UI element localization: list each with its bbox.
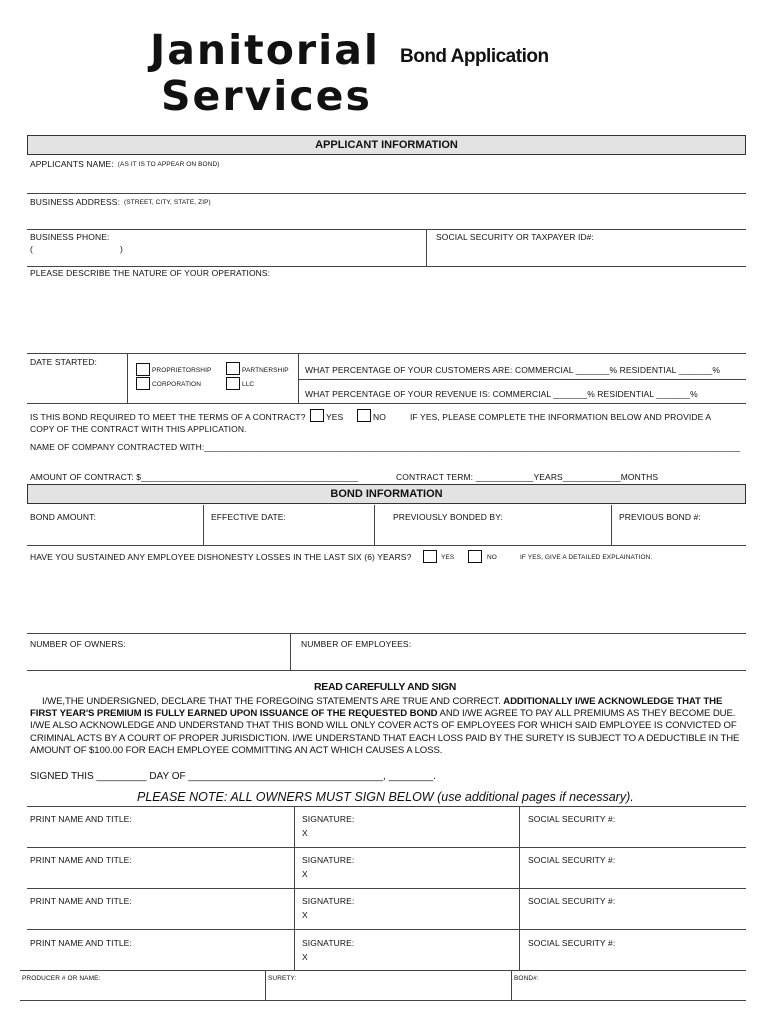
previously-bonded-field[interactable]: [375, 505, 611, 544]
number-of-owners-field[interactable]: [27, 634, 290, 669]
form-title-line2: Services: [161, 72, 372, 120]
signature-x-mark: X: [302, 869, 308, 879]
previous-bond-number-field[interactable]: [612, 505, 746, 544]
owner-ssn-label: SOCIAL SECURITY #:: [528, 938, 616, 948]
losses-if-yes-text: IF YES, GIVE A DETAILED EXPLAINATION.: [520, 554, 653, 561]
amount-of-contract-line[interactable]: AMOUNT OF CONTRACT: $_____________________________________________: [30, 472, 359, 482]
ssn-taxpayer-field[interactable]: [427, 230, 746, 266]
applicant-name-label: APPLICANTS NAME: (AS IT IS TO APPEAR ON BOND): [30, 159, 220, 169]
number-of-employees-label: NUMBER OF EMPLOYEES:: [301, 639, 412, 649]
contract-yes-checkbox[interactable]: [310, 409, 324, 422]
date-started-label: DATE STARTED:: [30, 357, 97, 367]
form-title-line1: Janitorial: [150, 26, 380, 74]
contract-question-line2: COPY OF THE CONTRACT WITH THIS APPLICATION.: [30, 424, 247, 434]
corporation-checkbox[interactable]: [136, 377, 150, 390]
signature-label: SIGNATURE:: [302, 855, 355, 865]
contract-no-label: NO: [373, 412, 386, 422]
nature-of-operations-field[interactable]: [27, 280, 746, 352]
ssn-taxpayer-label: SOCIAL SECURITY OR TAXPAYER ID#:: [436, 232, 594, 242]
llc-label: LLC: [242, 381, 255, 388]
bond-information-band: BOND INFORMATION: [27, 484, 746, 504]
contract-yes-label: YES: [326, 412, 344, 422]
owner-ssn-label: SOCIAL SECURITY #:: [528, 855, 616, 865]
declaration-paragraph: I/WE,THE UNDERSIGNED, DECLARE THAT THE FOREGOING STATEMENTS ARE TRUE AND CORRECT. ADDITIONALLY I/WE ACKNOWLEDGE THAT THE FIRST YEAR'S PREMIUM IS FULLY EARNED UPON ISSUANCE OF THE REQUESTED BOND AND I/WE AGREE TO PAY ALL PREMIUMS AS THEY BECOME DUE. I/WE ALSO ACKNOWLEDGE AND UNDERSTAND THAT THIS BOND WILL ONLY COVER ACTS OF EMPLOYEES FOR WHICH SAID EMPLOYEE IS CONVICTED OF CRIMINAL ACTS BY A COURT OF PROPER JURISDICTION. I/WE UNDERSTAND THAT EACH LOSS PAID BY THE SURETY IS SUBJECT TO A DEDUCTIBLE IN THE AMOUNT OF $100.00 FOR EACH EMPLOYEE COMMITTING AN ACT WHICH CAUSES A LOSS.: [30, 696, 740, 756]
read-carefully-heading: READ CAREFULLY AND SIGN: [313, 681, 457, 693]
proprietorship-checkbox[interactable]: [136, 363, 150, 376]
form-subtitle: Bond Application: [400, 46, 549, 67]
owner-signature-row[interactable]: [27, 848, 746, 888]
print-name-title-label: PRINT NAME AND TITLE:: [30, 855, 132, 865]
number-of-owners-label: NUMBER OF OWNERS:: [30, 639, 126, 649]
bond-number-field[interactable]: [512, 971, 746, 999]
partnership-checkbox[interactable]: [226, 362, 240, 375]
surety-label: SURETY:: [268, 975, 297, 982]
owner-signature-row[interactable]: [27, 889, 746, 929]
owner-ssn-label: SOCIAL SECURITY #:: [528, 814, 616, 824]
print-name-title-label: PRINT NAME AND TITLE:: [30, 814, 132, 824]
owner-ssn-label: SOCIAL SECURITY #:: [528, 896, 616, 906]
phone-open-paren: (: [30, 244, 33, 254]
producer-label: PRODUCER # OR NAME:: [22, 975, 101, 982]
surety-field[interactable]: [266, 971, 511, 999]
company-contracted-line[interactable]: NAME OF COMPANY CONTRACTED WITH:_______________________________________________________________________________________________________________: [30, 442, 741, 452]
signature-x-mark: X: [302, 910, 308, 920]
print-name-title-label: PRINT NAME AND TITLE:: [30, 938, 132, 948]
contract-term-line[interactable]: CONTRACT TERM: ____________YEARS____________MONTHS: [396, 472, 659, 482]
signature-label: SIGNATURE:: [302, 938, 355, 948]
signature-label: SIGNATURE:: [302, 896, 355, 906]
applicant-name-field[interactable]: [27, 170, 746, 192]
owners-sign-note: PLEASE NOTE: ALL OWNERS MUST SIGN BELOW (use additional pages if necessary).: [137, 790, 634, 804]
losses-question: HAVE YOU SUSTAINED ANY EMPLOYEE DISHONESTY LOSSES IN THE LAST SIX (6) YEARS?: [30, 552, 412, 562]
previously-bonded-label: PREVIOUSLY BONDED BY:: [393, 512, 503, 522]
partnership-label: PARTNERSHIP: [242, 367, 289, 374]
losses-yes-checkbox[interactable]: [423, 550, 437, 563]
effective-date-label: EFFECTIVE DATE:: [211, 512, 287, 522]
contract-if-yes-text: IF YES, PLEASE COMPLETE THE INFORMATION BELOW AND PROVIDE A: [410, 412, 712, 422]
signature-x-mark: X: [302, 952, 308, 962]
contract-question: IS THIS BOND REQUIRED TO MEET THE TERMS OF A CONTRACT?: [30, 412, 306, 422]
phone-close-paren: ): [120, 244, 123, 254]
losses-no-checkbox[interactable]: [468, 550, 482, 563]
previous-bond-number-label: PREVIOUS BOND #:: [619, 512, 701, 522]
losses-explanation-field[interactable]: [27, 566, 746, 632]
number-of-employees-field[interactable]: [291, 634, 746, 669]
llc-checkbox[interactable]: [226, 377, 240, 390]
bond-number-label: BOND#:: [514, 975, 539, 982]
business-address-label: BUSINESS ADDRESS: (STREET, CITY, STATE, ZIP): [30, 197, 211, 207]
losses-yes-label: YES: [441, 554, 455, 561]
signature-label: SIGNATURE:: [302, 814, 355, 824]
print-name-title-label: PRINT NAME AND TITLE:: [30, 896, 132, 906]
business-phone-field[interactable]: [27, 230, 426, 266]
corporation-label: CORPORATION: [152, 381, 202, 388]
producer-field[interactable]: [20, 971, 265, 999]
effective-date-field[interactable]: [204, 505, 374, 544]
signed-this-line[interactable]: SIGNED THIS _________ DAY OF ___________________________________, ________.: [30, 771, 436, 782]
owner-signature-row[interactable]: [27, 807, 746, 847]
signature-x-mark: X: [302, 828, 308, 838]
customers-percentage-line: WHAT PERCENTAGE OF YOUR CUSTOMERS ARE: COMMERCIAL _______% RESIDENTIAL _______%: [305, 365, 721, 375]
losses-no-label: NO: [487, 554, 497, 561]
bond-amount-field[interactable]: [27, 505, 203, 544]
owner-signature-row[interactable]: [27, 930, 746, 970]
business-address-field[interactable]: [27, 208, 746, 228]
nature-of-operations-label: PLEASE DESCRIBE THE NATURE OF YOUR OPERATIONS:: [30, 268, 271, 278]
applicant-information-band: APPLICANT INFORMATION: [27, 135, 746, 155]
revenue-percentage-line: WHAT PERCENTAGE OF YOUR REVENUE IS: COMMERCIAL _______% RESIDENTIAL _______%: [305, 389, 698, 399]
contract-no-checkbox[interactable]: [357, 409, 371, 422]
proprietorship-label: PROPRIETORSHIP: [152, 367, 212, 374]
business-phone-label: BUSINESS PHONE:: [30, 232, 110, 242]
bond-amount-label: BOND AMOUNT:: [30, 512, 96, 522]
